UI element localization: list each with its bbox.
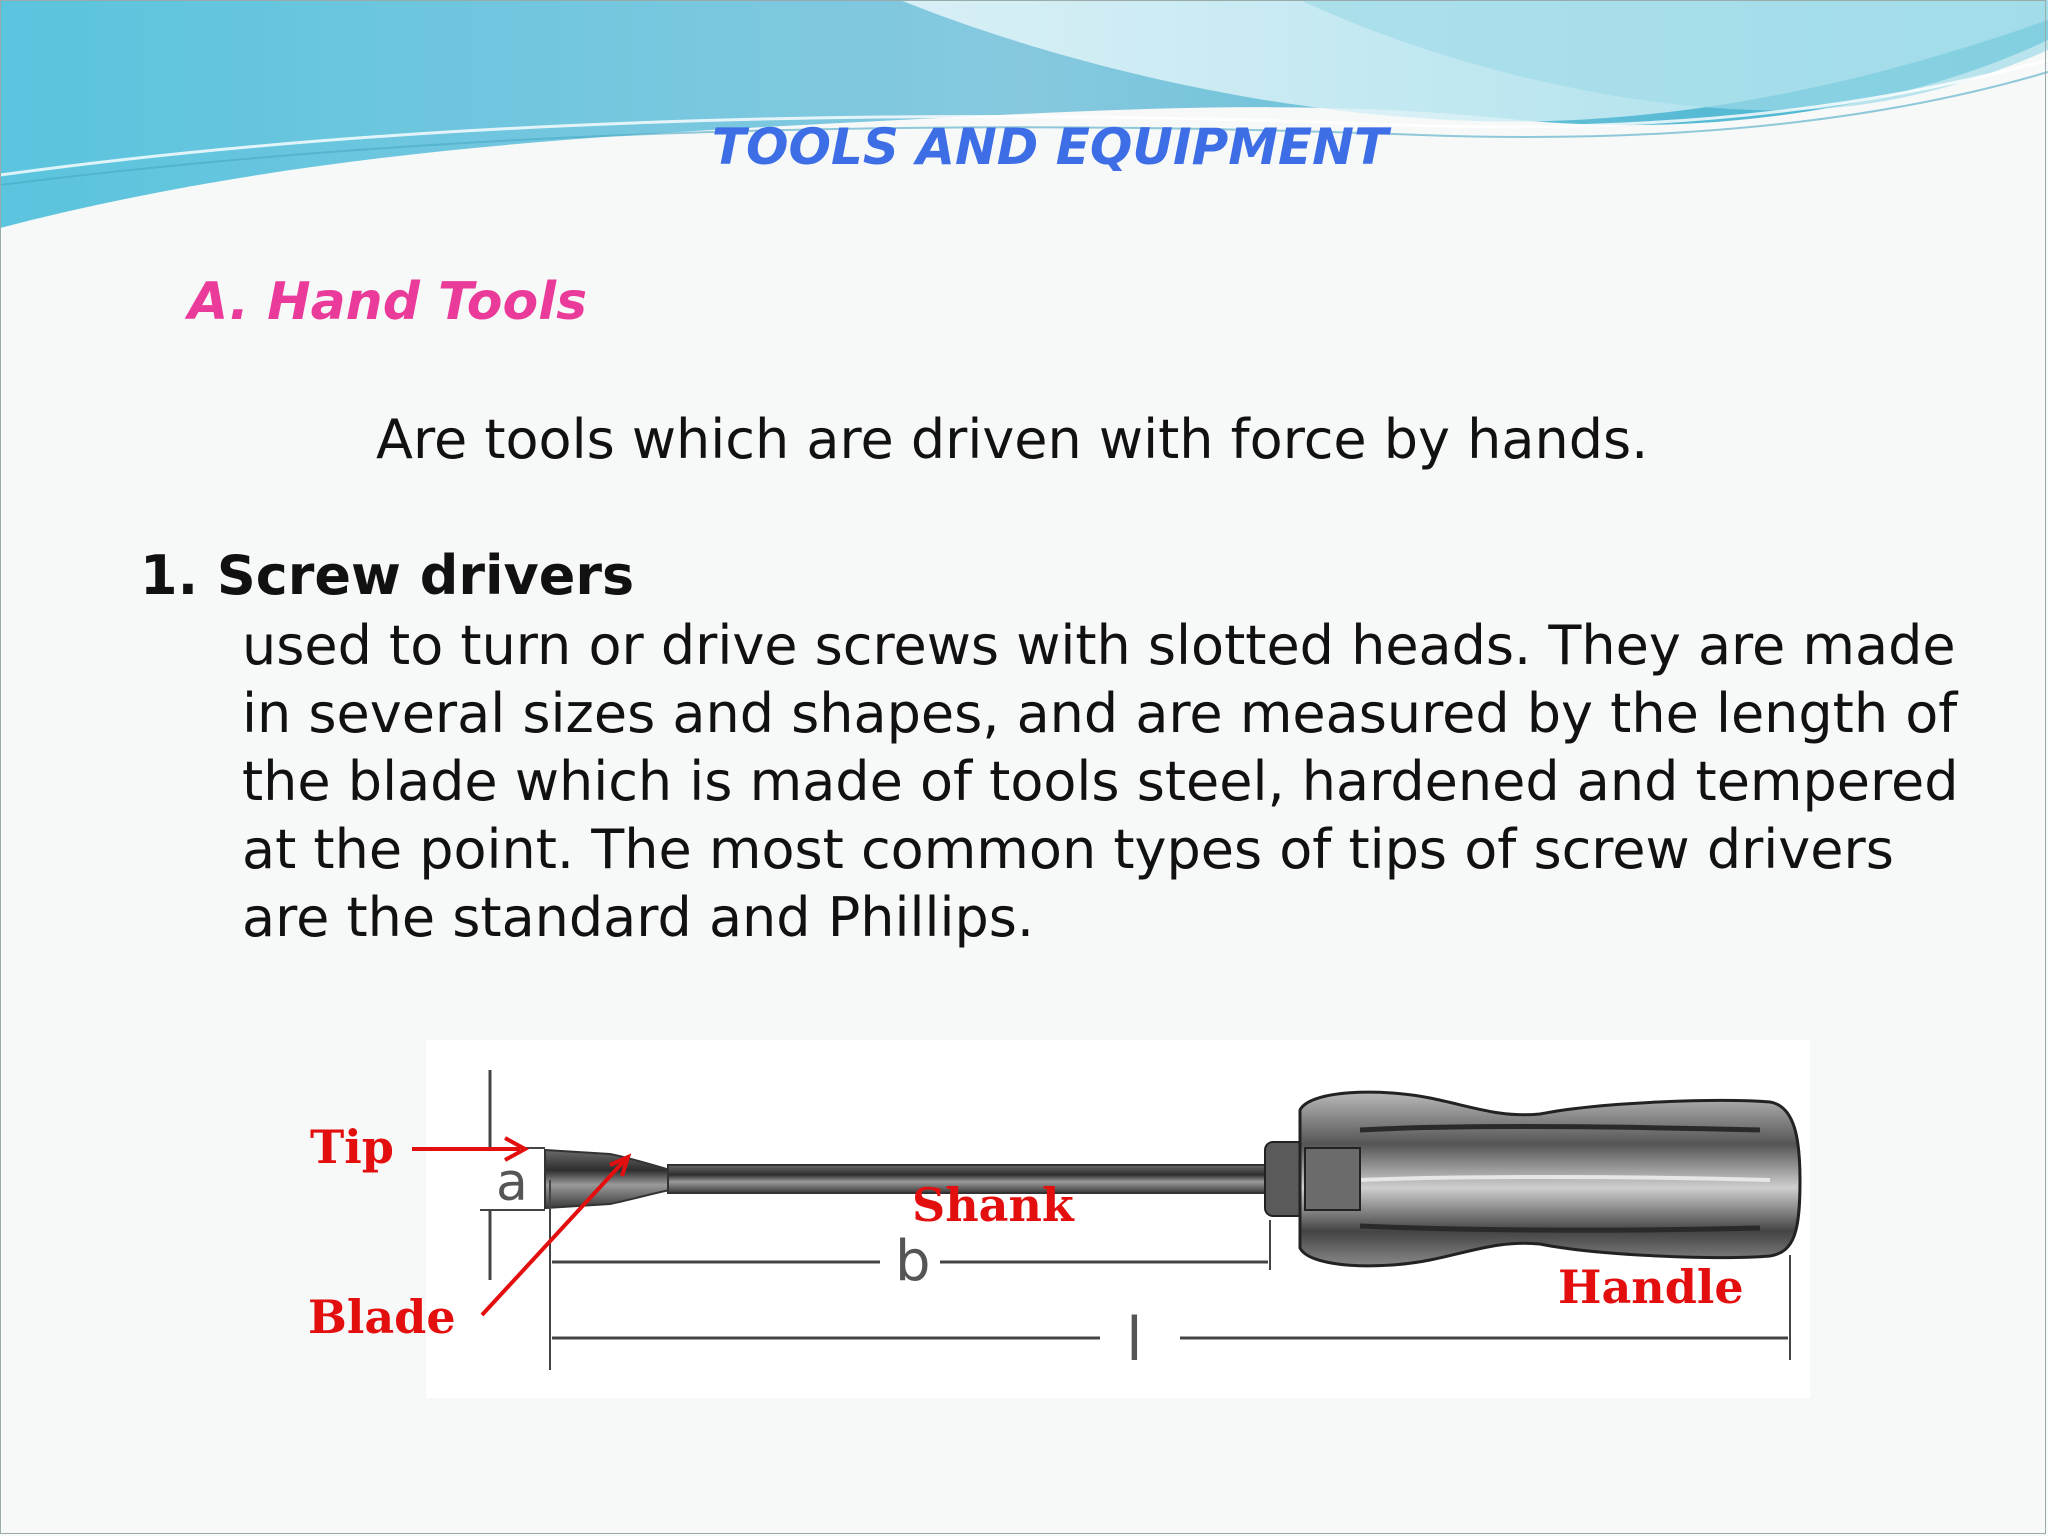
dimension-a-label: a	[496, 1153, 528, 1213]
label-shank: Shank	[912, 1178, 1074, 1232]
label-tip: Tip	[310, 1120, 394, 1174]
dimension-l-label: l	[1126, 1305, 1143, 1375]
screwdriver-figure	[300, 1030, 1820, 1410]
slide-title: TOOLS AND EQUIPMENT	[711, 118, 1389, 176]
label-blade: Blade	[308, 1290, 456, 1344]
item-heading: 1. Screw drivers	[140, 544, 635, 607]
label-handle: Handle	[1558, 1260, 1744, 1314]
dimension-b-label: b	[895, 1229, 931, 1294]
item-body-text: used to turn or drive screws with slotted heads. They are made in several sizes and shapes, and are measured by the length of the blade which is made of tools steel, hardened and tempered at the point. The most common types of tips of screw drivers are the standard and Phillips.	[242, 614, 1959, 949]
section-heading: A. Hand Tools	[188, 272, 588, 332]
definition-text: Are tools which are driven with force by hands.	[376, 408, 1649, 471]
